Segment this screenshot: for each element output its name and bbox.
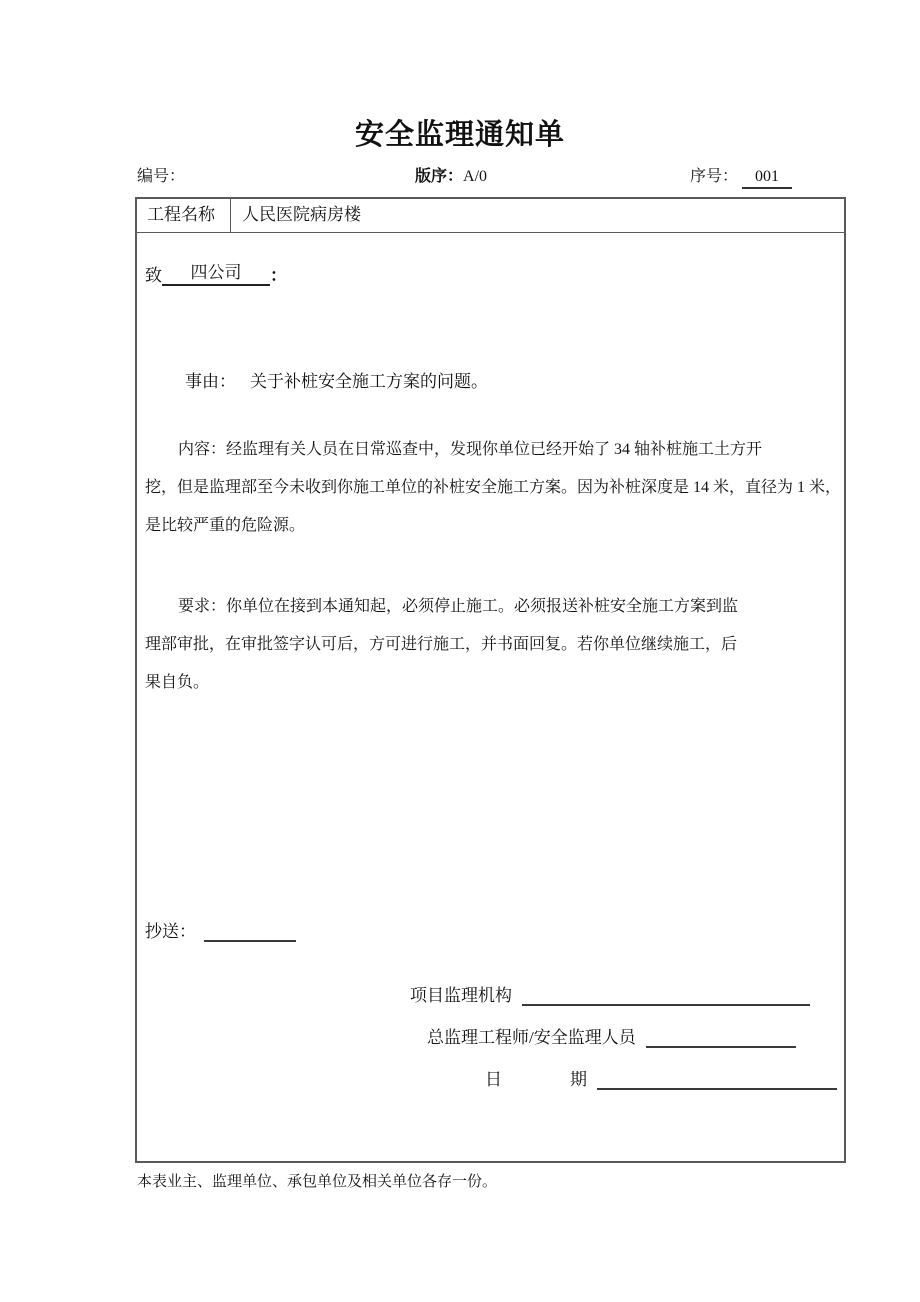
footer-note: 本表业主、监理单位、承包单位及相关单位各存一份。 bbox=[137, 1174, 498, 1190]
signature-org-row bbox=[410, 981, 810, 1006]
addressee-line bbox=[145, 261, 287, 286]
cc-blank-field[interactable] bbox=[204, 920, 296, 942]
date-label: 日 期 bbox=[485, 1070, 587, 1089]
paragraph-line: 理部审批，在审批签字认可后，方可进行施工，并书面回复。若你单位继续施工，后 bbox=[145, 636, 738, 653]
project-name-label-cell: 工程名称 bbox=[137, 199, 231, 232]
serial-label: 序号： bbox=[690, 168, 739, 185]
project-name-value-cell[interactable]: 人民医院病房楼 bbox=[242, 205, 361, 224]
version-value: A/0 bbox=[463, 168, 488, 185]
serial-value-field[interactable]: 001 bbox=[742, 167, 792, 189]
paragraph-line: 要求：你单位在接到本通知起，必须停止施工。必须报送补桩安全施工方案到监 bbox=[178, 598, 739, 615]
signature-date-row bbox=[485, 1065, 837, 1090]
org-blank-field[interactable] bbox=[522, 984, 810, 1006]
to-colon: ： bbox=[270, 266, 287, 285]
to-label: 致 bbox=[145, 266, 162, 285]
subject-label: 事由： bbox=[185, 372, 236, 391]
org-label: 项目监理机构 bbox=[410, 986, 512, 1005]
paragraph-line: 内容：经监理有关人员在日常巡查中，发现你单位已经开始了 34 轴补桩施工土方开 bbox=[178, 441, 763, 458]
signature-chief-row bbox=[427, 1023, 796, 1048]
content-paragraph bbox=[145, 431, 842, 545]
requirement-paragraph bbox=[145, 588, 842, 702]
chief-engineer-label: 总监理工程师/安全监理人员 bbox=[427, 1028, 636, 1047]
paragraph-line: 是比较严重的危险源。 bbox=[145, 517, 306, 534]
page-title: 安全监理通知单 bbox=[354, 119, 565, 151]
version-field bbox=[415, 163, 487, 186]
subject-line bbox=[185, 367, 488, 392]
date-blank-field[interactable] bbox=[597, 1068, 837, 1090]
paragraph-line: 果自负。 bbox=[145, 674, 210, 691]
chief-blank-field[interactable] bbox=[646, 1026, 796, 1048]
document-table bbox=[135, 197, 846, 1163]
cc-label: 抄送： bbox=[145, 922, 196, 941]
version-label: 版序： bbox=[415, 168, 464, 185]
to-value-field[interactable]: 四公司 bbox=[162, 262, 270, 286]
paragraph-line: 挖，但是监理部至今未收到你施工单位的补桩安全施工方案。因为补桩深度是 14 米，直径为 1 米， bbox=[145, 479, 842, 496]
cc-line bbox=[145, 917, 296, 942]
notice-body-cell bbox=[137, 233, 844, 1161]
serial-field bbox=[690, 163, 792, 189]
doc-number-label: 编号： bbox=[137, 168, 186, 185]
meta-row bbox=[0, 163, 920, 187]
project-name-row bbox=[137, 199, 844, 233]
subject-text: 关于补桩安全施工方案的问题。 bbox=[250, 372, 488, 391]
